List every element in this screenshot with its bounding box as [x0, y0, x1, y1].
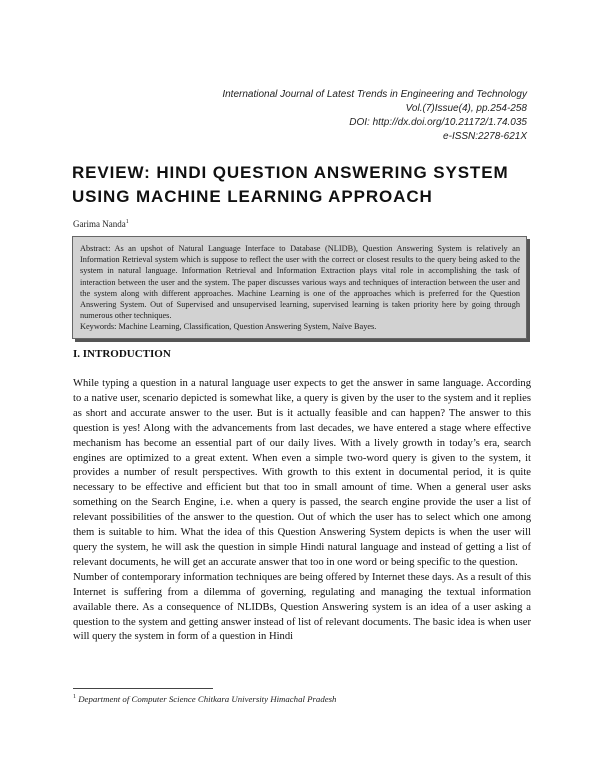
paper-title-line-1: REVIEW: HINDI QUESTION ANSWERING SYSTEM: [72, 163, 509, 182]
paper-title: [72, 161, 542, 209]
body-paragraph: While typing a question in a natural language user expects to get the answer in same language. According to a native user, scenario depicted is somewhat like, a query is given by the user to the system and it replies as short and accurate answer to the user. But is it actually feasible and can happen? The answer to this question is yes! Along with the advancements from last decades, we have entered a stage where effective mechanism has become an essential part of our daily lives. With a lively growth in today’s era, search engines are optimized to a great extent. When even a simple two-word query is given to the system, it provides a number of result perspectives. With growth to this extent in documental period, it is quite necessary to be effective and efficient but that too in small amount of time. When a general user asks something on the Search Engine, i.e. when a query is passed, the search engine provide the user a list of relevant possibilities of the answer to the question. Out of which the user has to select which one among them is suitable to him. What the idea of this Question Answering System depicts is when the user will query the system, he will ask the question in simple Hindi natural language and instead of getting a list of relevant documents, he will get an accurate answer that too in one word or being specific to the question.: [73, 378, 531, 568]
footnote: [73, 694, 336, 704]
author-line: [73, 219, 129, 229]
journal-name: International Journal of Latest Trends in Engineering and Technology: [222, 89, 527, 100]
journal-issn: e-ISSN:2278-621X: [443, 131, 527, 142]
abstract-box: [72, 236, 527, 339]
author-footnote-mark: 1: [125, 219, 129, 225]
paper-title-line-2: USING MACHINE LEARNING APPROACH: [72, 187, 433, 206]
journal-volume: Vol.(7)Issue(4), pp.254-258: [405, 103, 527, 114]
keywords-text: Keywords: Machine Learning, Classification, Question Answering System, Naïve Bayes.: [80, 322, 377, 332]
section-heading: I. INTRODUCTION: [73, 348, 171, 360]
body-paragraph: Number of contemporary information techniques are being offered by Internet these days. As a result of this Internet is suffering from a dilemma of governing, regulating and managing the textual information available there. As a consequence of NLIDBs, Question Answering system is an idea of a user asking a question to the system and getting answer instead of list of relevant documents. The basic idea is when user will query the system in form of a question in Hindi: [73, 571, 531, 643]
author-name: Garima Nanda: [73, 219, 126, 229]
journal-header: [87, 88, 527, 144]
footnote-divider: [73, 688, 213, 689]
abstract-text: Abstract: As an upshot of Natural Language Interface to Database (NLIDB), Question Answering System is relatively an Information Retrieval system which is suppose to reflect the user with the correct or closest results to the query being asked to the system in natural language. Information Retrieval and Information Extraction plays vital role in accomplishing the task of interaction between the user and the system. The paper discusses various ways and techniques of interaction between the user and the system along with different approaches. Machine Learning is one of the approaches which is preferred for the Question Answering System. Out of Supervised and unsupervised learning, supervised learning is taken priority here by going through numerous other techniques.: [80, 244, 520, 321]
journal-doi[interactable]: DOI: http://dx.doi.org/10.21172/1.74.035: [349, 117, 527, 128]
introduction-body: [73, 377, 531, 645]
footnote-text: Department of Computer Science Chitkara University Himachal Pradesh: [78, 694, 337, 704]
footnote-mark: 1: [73, 694, 76, 701]
